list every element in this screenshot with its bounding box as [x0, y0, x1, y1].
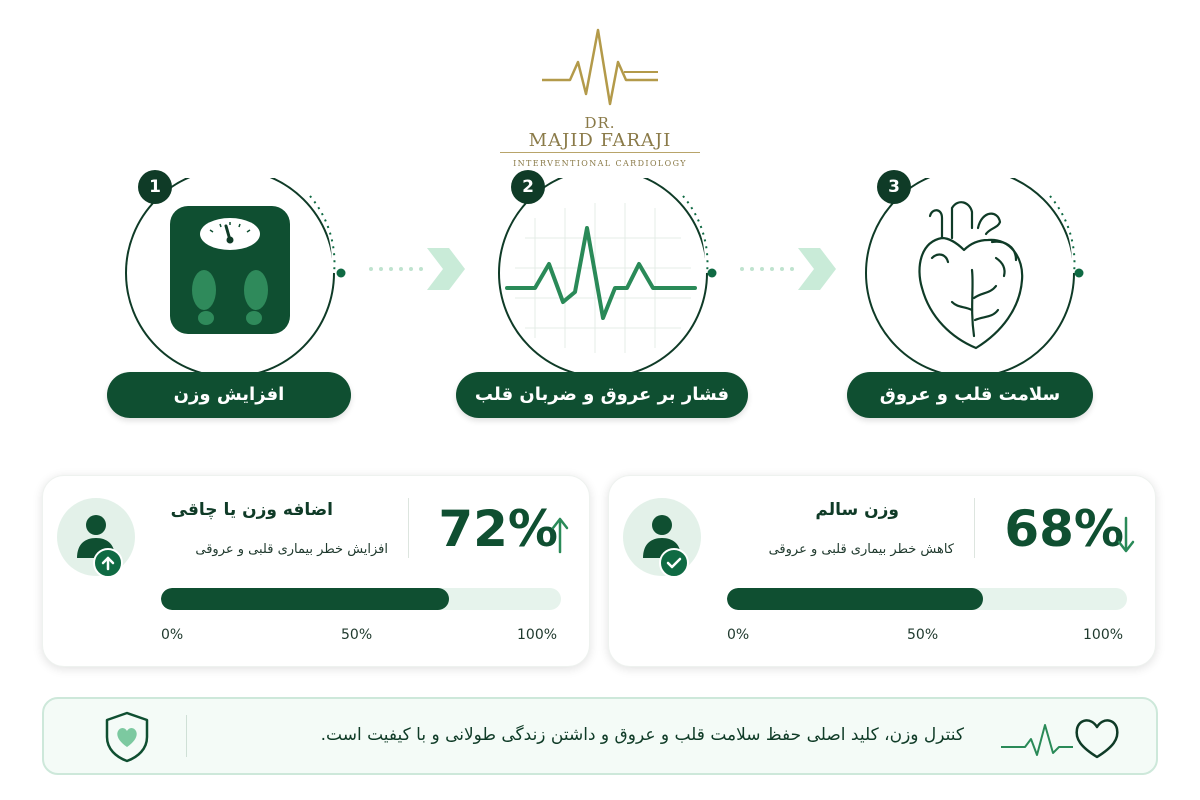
tick-label: 0%: [727, 627, 750, 643]
card-percent: 72%: [438, 500, 558, 558]
divider: [974, 498, 975, 558]
card-overweight: [42, 475, 590, 667]
footer-banner: [42, 697, 1158, 775]
step-vascular-pressure: [474, 177, 730, 423]
arrow-up-icon: [551, 516, 569, 554]
progress-fill: [161, 588, 449, 610]
logo: [500, 22, 700, 168]
card-title: وزن سالم: [815, 500, 899, 520]
tick-label: 50%: [907, 627, 939, 643]
step-weight-gain: [110, 178, 350, 423]
tick-label: 0%: [161, 627, 184, 643]
arrow-down-icon: [1117, 516, 1135, 554]
tick-label: 100%: [1083, 627, 1124, 643]
card-percent: 68%: [1004, 500, 1124, 558]
footer-message: کنترل وزن، کلید اصلی حفظ سلامت قلب و عروق و داشتن زندگی طولانی و با کیفیت است.: [320, 725, 964, 745]
heartbeat-logo-icon: [540, 22, 660, 112]
chevron-right-icon: [736, 246, 836, 292]
step-label: فشار بر عروق و ضربان قلب: [456, 372, 748, 418]
progress-track: [161, 588, 561, 610]
shield-heart-icon: [104, 711, 150, 763]
chevron-right-icon: [365, 246, 465, 292]
step-number: 2: [511, 170, 545, 204]
divider: [186, 715, 187, 757]
heart-icon: [912, 198, 1028, 358]
card-healthy-weight: [608, 475, 1156, 667]
progress-track: [727, 588, 1127, 610]
divider: [408, 498, 409, 558]
card-subtitle: افزایش خطر بیماری قلبی و عروقی: [195, 542, 388, 557]
arrow-up-badge-icon: [93, 548, 123, 578]
step-label: افزایش وزن: [107, 372, 351, 418]
logo-subtitle: INTERVENTIONAL CARDIOLOGY: [513, 159, 687, 168]
step-number: 1: [138, 170, 172, 204]
heartbeat-icon: [505, 198, 701, 358]
card-title: اضافه وزن یا چاقی: [170, 500, 333, 520]
logo-dr: DR.: [584, 114, 616, 132]
logo-name: MAJID FARAJI: [500, 130, 700, 153]
step-heart-health: [850, 178, 1090, 423]
step-label: سلامت قلب و عروق: [847, 372, 1093, 418]
scale-icon: [170, 206, 290, 334]
tick-label: 50%: [341, 627, 373, 643]
progress-fill: [727, 588, 983, 610]
step-number: 3: [877, 170, 911, 204]
check-badge-icon: [659, 548, 689, 578]
tick-label: 100%: [517, 627, 558, 643]
heartbeat-heart-icon: [999, 711, 1125, 761]
card-subtitle: کاهش خطر بیماری قلبی و عروقی: [768, 542, 954, 557]
